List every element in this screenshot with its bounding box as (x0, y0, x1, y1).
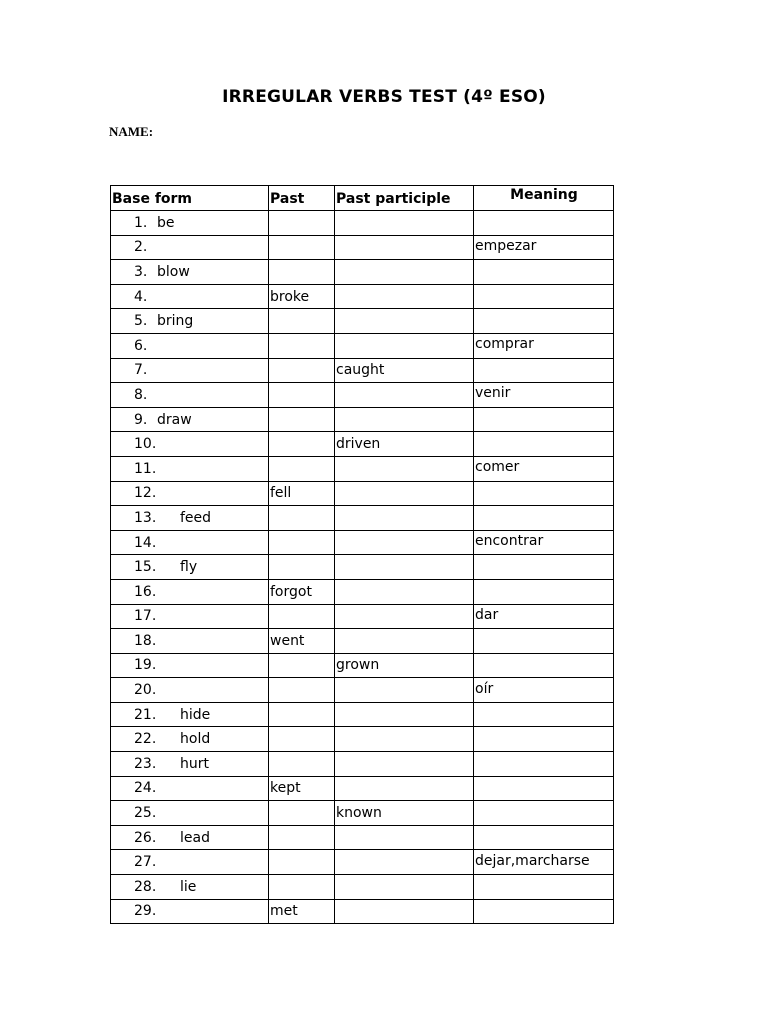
meaning-cell: empezar (474, 235, 614, 260)
base-form-cell (111, 752, 269, 777)
meaning-cell: oír (474, 678, 614, 703)
base-form-cell (111, 235, 269, 260)
meaning-cell: dejar,marcharse (474, 850, 614, 875)
past-cell (269, 678, 335, 703)
table-row (111, 530, 614, 555)
past-cell (269, 456, 335, 481)
table-row (111, 260, 614, 285)
base-form-cell (111, 407, 269, 432)
base-form-cell (111, 309, 269, 334)
meaning-cell: comer (474, 456, 614, 481)
base-form-cell (111, 383, 269, 408)
past-participle-cell (335, 629, 474, 654)
past-participle-cell (335, 383, 474, 408)
table-row (111, 702, 614, 727)
meaning-cell (474, 211, 614, 236)
table-row (111, 678, 614, 703)
meaning-cell: comprar (474, 333, 614, 358)
base-form-cell (111, 284, 269, 309)
past-cell (269, 383, 335, 408)
past-participle-cell (335, 850, 474, 875)
table-row (111, 456, 614, 481)
past-participle-cell (335, 407, 474, 432)
past-cell (269, 506, 335, 531)
base-form-cell (111, 801, 269, 826)
meaning-cell (474, 899, 614, 924)
base-form-text: fly (180, 559, 198, 576)
past-cell (269, 407, 335, 432)
past-participle-cell (335, 752, 474, 777)
row-number: 7. (134, 362, 148, 379)
base-form-cell (111, 530, 269, 555)
past-cell (269, 530, 335, 555)
past-participle-cell (335, 235, 474, 260)
row-number: 12. (134, 485, 157, 502)
meaning-cell: venir (474, 383, 614, 408)
past-participle-cell (335, 456, 474, 481)
base-form-cell (111, 727, 269, 752)
base-form-cell (111, 825, 269, 850)
base-form-cell (111, 702, 269, 727)
past-participle-cell (335, 579, 474, 604)
base-form-cell (111, 629, 269, 654)
base-form-cell (111, 653, 269, 678)
meaning-cell (474, 653, 614, 678)
table-row (111, 604, 614, 629)
past-participle-cell: driven (335, 432, 474, 457)
base-form-cell (111, 260, 269, 285)
meaning-cell (474, 358, 614, 383)
row-number: 14. (134, 534, 157, 551)
row-number: 5. (134, 313, 148, 330)
meaning-cell (474, 727, 614, 752)
table-row (111, 358, 614, 383)
past-participle-cell (335, 678, 474, 703)
verbs-table-body (111, 211, 614, 924)
meaning-cell (474, 309, 614, 334)
meaning-cell (474, 801, 614, 826)
past-cell (269, 653, 335, 678)
table-row (111, 506, 614, 531)
base-form-cell (111, 555, 269, 580)
past-cell (269, 260, 335, 285)
meaning-cell (474, 629, 614, 654)
row-number: 15. (134, 559, 157, 576)
past-cell: fell (269, 481, 335, 506)
base-form-text: hide (180, 706, 211, 723)
meaning-cell (474, 481, 614, 506)
meaning-cell: encontrar (474, 530, 614, 555)
meaning-cell: dar (474, 604, 614, 629)
base-form-text: be (157, 214, 175, 231)
row-number: 25. (134, 805, 157, 822)
base-form-cell (111, 579, 269, 604)
past-participle-cell: caught (335, 358, 474, 383)
table-row (111, 776, 614, 801)
meaning-cell (474, 407, 614, 432)
row-number: 21. (134, 706, 157, 723)
base-form-cell (111, 456, 269, 481)
table-row (111, 875, 614, 900)
past-participle-cell (335, 604, 474, 629)
table-row (111, 211, 614, 236)
table-row (111, 850, 614, 875)
header-base-form: Base form (111, 186, 269, 211)
base-form-text: draw (157, 411, 192, 428)
row-number: 18. (134, 632, 157, 649)
past-participle-cell (335, 899, 474, 924)
past-participle-cell: known (335, 801, 474, 826)
base-form-cell (111, 211, 269, 236)
past-cell (269, 358, 335, 383)
past-cell (269, 752, 335, 777)
past-cell (269, 432, 335, 457)
row-number: 8. (134, 386, 148, 403)
base-form-cell (111, 899, 269, 924)
meaning-cell (474, 702, 614, 727)
row-number: 29. (134, 903, 157, 920)
past-participle-cell (335, 776, 474, 801)
table-row (111, 752, 614, 777)
row-number: 23. (134, 755, 157, 772)
past-participle-cell (335, 727, 474, 752)
base-form-text: lead (180, 829, 210, 846)
base-form-cell (111, 358, 269, 383)
past-participle-cell (335, 825, 474, 850)
past-cell: forgot (269, 579, 335, 604)
base-form-text: hold (180, 731, 211, 748)
base-form-text: hurt (180, 755, 209, 772)
past-cell (269, 801, 335, 826)
row-number: 27. (134, 854, 157, 871)
header-past-participle: Past participle (335, 186, 474, 211)
past-participle-cell (335, 506, 474, 531)
past-participle-cell (335, 555, 474, 580)
row-number: 1. (134, 214, 148, 231)
past-cell: went (269, 629, 335, 654)
past-cell (269, 235, 335, 260)
past-cell (269, 825, 335, 850)
past-cell (269, 333, 335, 358)
base-form-text: lie (180, 878, 197, 895)
table-row (111, 407, 614, 432)
header-meaning: Meaning (474, 186, 614, 211)
table-row (111, 333, 614, 358)
base-form-cell (111, 506, 269, 531)
name-label: NAME: (109, 124, 154, 139)
row-number: 26. (134, 829, 157, 846)
meaning-cell (474, 776, 614, 801)
table-row (111, 235, 614, 260)
base-form-text: feed (180, 509, 212, 526)
meaning-cell (474, 875, 614, 900)
past-participle-cell (335, 211, 474, 236)
row-number: 28. (134, 878, 157, 895)
past-participle-cell (335, 333, 474, 358)
meaning-cell (474, 506, 614, 531)
page-title: IRREGULAR VERBS TEST (4º ESO) (222, 87, 546, 107)
table-row (111, 801, 614, 826)
base-form-cell (111, 481, 269, 506)
past-cell (269, 850, 335, 875)
table-row (111, 284, 614, 309)
verbs-table (110, 185, 614, 924)
meaning-cell (474, 752, 614, 777)
base-form-cell (111, 678, 269, 703)
meaning-cell (474, 555, 614, 580)
meaning-cell (474, 260, 614, 285)
base-form-cell (111, 333, 269, 358)
header-row (111, 186, 614, 211)
base-form-cell (111, 850, 269, 875)
row-number: 19. (134, 657, 157, 674)
meaning-cell (474, 284, 614, 309)
base-form-text: blow (157, 263, 190, 280)
past-participle-cell (335, 284, 474, 309)
table-row (111, 727, 614, 752)
row-number: 20. (134, 682, 157, 699)
past-cell: met (269, 899, 335, 924)
past-cell (269, 309, 335, 334)
table-header (111, 186, 614, 211)
past-cell (269, 555, 335, 580)
past-cell (269, 727, 335, 752)
past-participle-cell (335, 530, 474, 555)
table-row (111, 309, 614, 334)
table-row (111, 899, 614, 924)
past-participle-cell (335, 875, 474, 900)
past-participle-cell (335, 481, 474, 506)
base-form-cell (111, 776, 269, 801)
past-participle-cell (335, 702, 474, 727)
table-row (111, 555, 614, 580)
base-form-cell (111, 432, 269, 457)
meaning-cell (474, 825, 614, 850)
table-row (111, 629, 614, 654)
meaning-cell (474, 579, 614, 604)
meaning-cell (474, 432, 614, 457)
row-number: 2. (134, 239, 148, 256)
row-number: 16. (134, 583, 157, 600)
table-row (111, 432, 614, 457)
row-number: 4. (134, 288, 148, 305)
base-form-text: bring (157, 313, 194, 330)
past-cell (269, 702, 335, 727)
past-participle-cell: grown (335, 653, 474, 678)
table-row (111, 481, 614, 506)
past-cell (269, 604, 335, 629)
row-number: 9. (134, 411, 148, 428)
past-participle-cell (335, 260, 474, 285)
table-row (111, 579, 614, 604)
past-cell (269, 211, 335, 236)
base-form-cell (111, 875, 269, 900)
past-cell: broke (269, 284, 335, 309)
past-participle-cell (335, 309, 474, 334)
row-number: 11. (134, 460, 157, 477)
row-number: 22. (134, 731, 157, 748)
row-number: 10. (134, 436, 157, 453)
row-number: 24. (134, 780, 157, 797)
table-row (111, 383, 614, 408)
row-number: 6. (134, 337, 148, 354)
row-number: 3. (134, 263, 148, 280)
table-row (111, 825, 614, 850)
row-number: 13. (134, 509, 157, 526)
past-cell: kept (269, 776, 335, 801)
row-number: 17. (134, 608, 157, 625)
table-row (111, 653, 614, 678)
base-form-cell (111, 604, 269, 629)
past-cell (269, 875, 335, 900)
header-past: Past (269, 186, 335, 211)
